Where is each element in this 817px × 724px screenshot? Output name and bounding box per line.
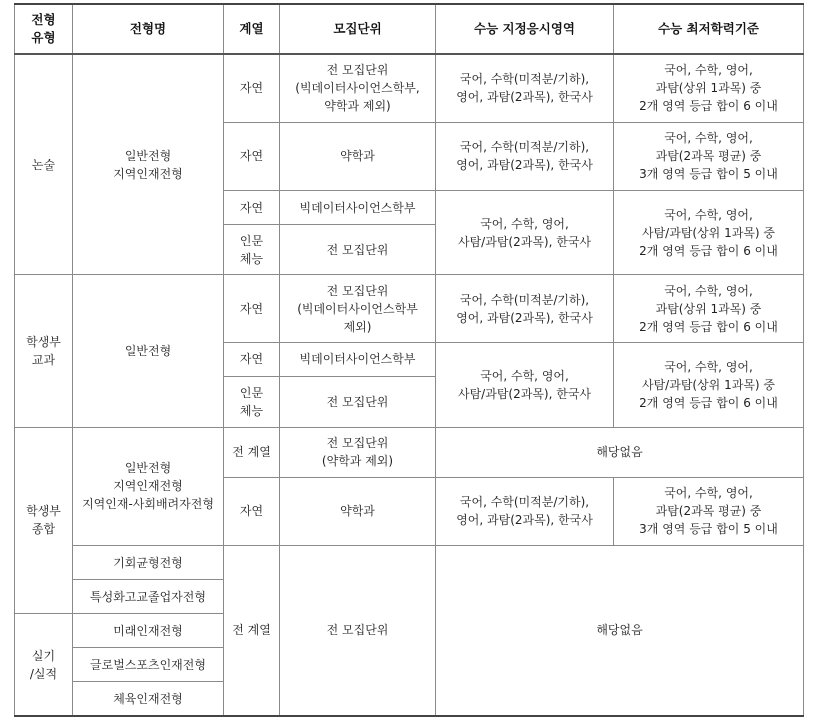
table-row [15, 545, 804, 579]
minimum-standard-cell: 국어, 수학, 영어, 사탐/과탐(상위 1과목) 중 2개 영역 등급 합이 6 이내 [614, 191, 804, 275]
not-applicable-cell: 해당없음 [436, 545, 804, 716]
field-cell: 자연 [224, 122, 280, 190]
admission-table [14, 3, 804, 717]
unit-cell: 전 모집단위 (빅데이터사이언스학부, 약학과 제외) [280, 54, 436, 122]
unit-cell: 전 모집단위 (약학과 제외) [280, 427, 436, 477]
header-required-area: 수능 지정응시영역 [436, 4, 614, 54]
minimum-standard-cell: 국어, 수학, 영어, 과탐(2과목 평균) 중 3개 영역 등급 합이 5 이내 [614, 477, 804, 545]
header-unit: 모집단위 [280, 4, 436, 54]
unit-cell: 전 모집단위 [280, 545, 436, 716]
track-name-cell: 체육인재전형 [73, 682, 224, 716]
field-cell: 자연 [224, 191, 280, 225]
header-minimum-standard: 수능 최저학력기준 [614, 4, 804, 54]
comprehensive-track-name: 일반전형 지역인재전형 지역인재-사회배려자전형 [73, 427, 224, 545]
minimum-standard-cell: 국어, 수학, 영어, 사탐/과탐(상위 1과목) 중 2개 영역 등급 합이 6 이내 [614, 343, 804, 427]
type-subject: 학생부 교과 [15, 275, 73, 427]
header-row [15, 4, 804, 54]
unit-cell: 빅데이터사이언스학부 [280, 343, 436, 376]
field-cell: 전 계열 [224, 427, 280, 477]
field-cell: 인문 체능 [224, 376, 280, 427]
required-area-cell: 국어, 수학(미적분/기하), 영어, 과탐(2과목), 한국사 [436, 54, 614, 122]
minimum-standard-cell: 국어, 수학, 영어, 과탐(상위 1과목) 중 2개 영역 등급 합이 6 이내 [614, 54, 804, 122]
field-cell: 자연 [224, 54, 280, 122]
type-comprehensive: 학생부 종합 [15, 427, 73, 614]
table-row [15, 275, 804, 343]
unit-cell: 전 모집단위 (빅데이터사이언스학부 제외) [280, 275, 436, 343]
table-row [15, 54, 804, 122]
field-cell: 자연 [224, 343, 280, 376]
required-area-cell: 국어, 수학, 영어, 사탐/과탐(2과목), 한국사 [436, 191, 614, 275]
track-name-cell: 미래인재전형 [73, 614, 224, 648]
minimum-standard-cell: 국어, 수학, 영어, 과탐(상위 1과목) 중 2개 영역 등급 합이 6 이내 [614, 275, 804, 343]
header-type: 전형 유형 [15, 4, 73, 54]
required-area-cell: 국어, 수학(미적분/기하), 영어, 과탐(2과목), 한국사 [436, 477, 614, 545]
not-applicable-cell: 해당없음 [436, 427, 804, 477]
unit-cell: 약학과 [280, 477, 436, 545]
field-cell: 자연 [224, 477, 280, 545]
table-row [15, 427, 804, 477]
field-cell: 자연 [224, 275, 280, 343]
type-practical: 실기 /실적 [15, 614, 73, 716]
header-field: 계열 [224, 4, 280, 54]
track-name-cell: 특성화고교졸업자전형 [73, 580, 224, 614]
unit-cell: 빅데이터사이언스학부 [280, 191, 436, 225]
minimum-standard-cell: 국어, 수학, 영어, 과탐(2과목 평균) 중 3개 영역 등급 합이 5 이내 [614, 122, 804, 190]
unit-cell: 약학과 [280, 122, 436, 190]
unit-cell: 전 모집단위 [280, 376, 436, 427]
header-name: 전형명 [73, 4, 224, 54]
field-cell: 인문 체능 [224, 225, 280, 275]
required-area-cell: 국어, 수학(미적분/기하), 영어, 과탐(2과목), 한국사 [436, 122, 614, 190]
required-area-cell: 국어, 수학, 영어, 사탐/과탐(2과목), 한국사 [436, 343, 614, 427]
unit-cell: 전 모집단위 [280, 225, 436, 275]
type-essay: 논술 [15, 54, 73, 275]
track-name-cell: 글로벌스포츠인재전형 [73, 648, 224, 682]
track-name-cell: 기회균형전형 [73, 545, 224, 579]
essay-track-name: 일반전형 지역인재전형 [73, 54, 224, 275]
subject-track-name: 일반전형 [73, 275, 224, 427]
field-cell: 전 계열 [224, 545, 280, 716]
required-area-cell: 국어, 수학(미적분/기하), 영어, 과탐(2과목), 한국사 [436, 275, 614, 343]
